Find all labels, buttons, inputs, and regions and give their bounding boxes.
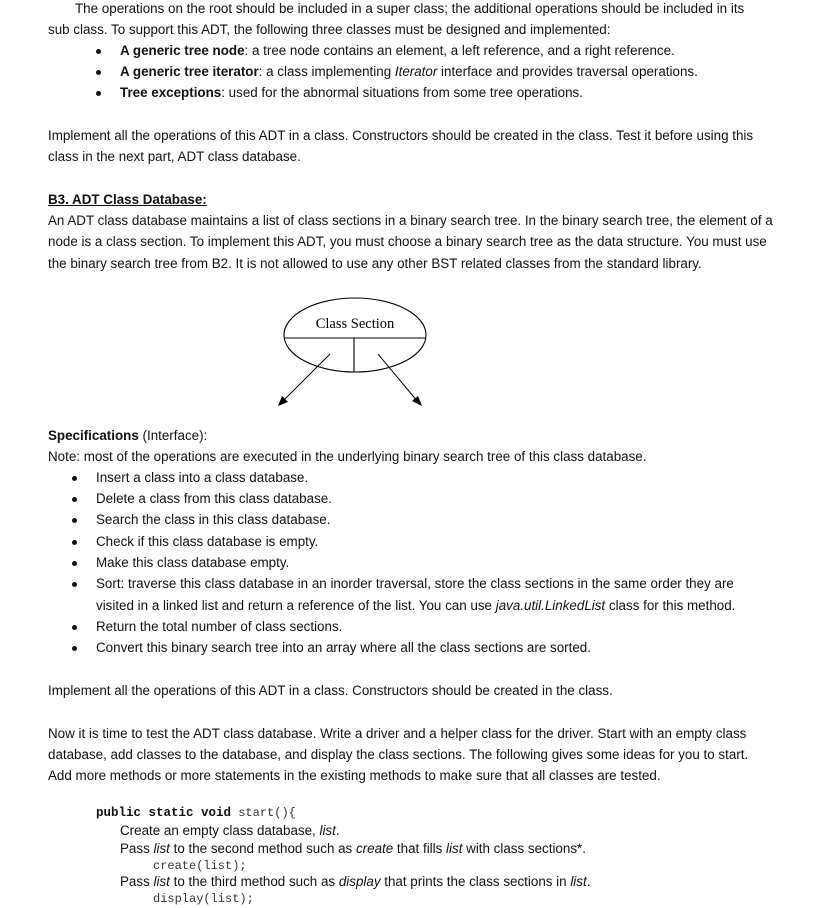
code-call-create: create(list); (153, 859, 247, 873)
b3-line-3: the binary search tree from B2. It is not allowed to use any other BST related classes from the standard library. (48, 256, 702, 271)
spec-item: Insert a class into a class database. (96, 470, 309, 485)
sort-text: visited in a linked list and return a reference of the list. You can use (96, 598, 496, 613)
comment-italic: list (319, 823, 336, 838)
spec-item: Search the class in this class database. (96, 512, 331, 527)
specs-heading (48, 427, 207, 445)
bullet-dot (96, 91, 101, 96)
bullet-tree-iterator (120, 63, 698, 81)
specs-heading-rest: (Interface): (138, 428, 208, 443)
comment-text: . (586, 874, 591, 889)
comment-text: to the third method such as (169, 874, 339, 889)
comment-text: . (335, 823, 340, 838)
bullet-dot (72, 540, 77, 545)
bullet-bold: A generic tree node (120, 43, 245, 58)
comment-text: to the second method such as (169, 841, 356, 856)
code-signature (96, 804, 296, 822)
bullet-dot (72, 646, 77, 651)
spec-item: Convert this binary search tree into an array where all the class sections are sorted. (96, 640, 591, 655)
right-arrowhead (412, 396, 422, 406)
bullet-text: : used for the abnormal situations from some tree operations. (221, 85, 583, 100)
bullet-dot (72, 518, 77, 523)
bullet-italic: Iterator (394, 64, 438, 79)
code-text: start(){ (231, 806, 296, 820)
comment-italic: list (153, 841, 170, 856)
code-keyword: public static void (96, 806, 232, 820)
bullet-text: : a class implementing (258, 64, 395, 79)
bullet-dot (96, 49, 101, 54)
comment-text: Pass (120, 841, 154, 856)
right-pointer (378, 354, 418, 402)
spec-item: Return the total number of class sections. (96, 619, 343, 634)
comment-text: Create an empty class database, (120, 823, 320, 838)
bullet-dot (72, 625, 77, 630)
code-comment-3 (120, 873, 590, 891)
intro-line-1: The operations on the root should be included in a super class; the additional operations should be included in its (75, 1, 745, 16)
comment-italic: create (355, 841, 394, 856)
node-label: Class Section (315, 316, 395, 332)
spec-item: Make this class database empty. (96, 555, 290, 570)
comment-italic: list (153, 874, 170, 889)
code-call-display: display(list); (153, 892, 254, 906)
bullet-dot (72, 497, 77, 502)
comment-italic: list (446, 841, 463, 856)
sort-text: class for this method. (605, 598, 736, 613)
bullet-tree-exceptions (120, 84, 583, 102)
comment-italic: display (338, 874, 381, 889)
comment-text: Pass (120, 874, 154, 889)
driver-line-3: Add more methods or more statements in the existing methods to make sure that all classes are tested. (48, 768, 661, 783)
intro-line-2: sub class. To support this ADT, the following three classes must be designed and implemented: (48, 22, 611, 37)
driver-line-2: database, add classes to the database, and display the class sections. The following gives some ideas for you to start. (48, 747, 749, 762)
bullet-bold: A generic tree iterator (120, 64, 259, 79)
bullet-dot (72, 582, 77, 587)
bullet-dot (96, 70, 101, 75)
tree-node-diagram (270, 290, 440, 415)
b3-line-2: node is a class section. To implement this ADT, you must choose a binary search tree as the data structure. You must use (48, 234, 767, 249)
sort-italic: java.util.LinkedList (495, 598, 606, 613)
spec-item: Delete a class from this class database. (96, 491, 332, 506)
implement1-line-1: Implement all the operations of this ADT in a class. Constructors should be created in the class. Test it before using this (48, 128, 754, 143)
specs-note: Note: most of the operations are executed in the underlying binary search tree of this class database. (48, 449, 647, 464)
comment-text: with class sections*. (462, 841, 586, 856)
node-ellipse (284, 298, 426, 372)
bullet-bold: Tree exceptions (120, 85, 222, 100)
implement1-line-2: class in the next part, ADT class database. (48, 149, 301, 164)
spec-sort-line-1: Sort: traverse this class database in an inorder traversal, store the class sections in the same order they are (96, 576, 734, 591)
b3-line-1: An ADT class database maintains a list of class sections in a binary search tree. In the binary search tree, the element of a (48, 213, 773, 228)
spec-sort-line-2 (96, 597, 735, 615)
code-comment-2 (120, 840, 586, 858)
bullet-dot (72, 561, 77, 566)
specs-heading-bold: Specifications (48, 428, 139, 443)
bullet-tree-node (120, 42, 675, 60)
comment-italic: list (570, 874, 587, 889)
code-comment-1 (120, 822, 340, 840)
bullet-dot (72, 476, 77, 481)
b3-heading: B3. ADT Class Database: (48, 192, 207, 207)
comment-text: that fills (393, 841, 447, 856)
spec-item: Check if this class database is empty. (96, 534, 319, 549)
implement2-line: Implement all the operations of this ADT in a class. Constructors should be created in the class. (48, 683, 613, 698)
comment-text: that prints the class sections in (380, 874, 571, 889)
driver-line-1: Now it is time to test the ADT class database. Write a driver and a helper class for the driver. Start with an empty class (48, 726, 747, 741)
bullet-text: interface and provides traversal operations. (437, 64, 698, 79)
bullet-text: : a tree node contains an element, a left reference, and a right reference. (244, 43, 675, 58)
